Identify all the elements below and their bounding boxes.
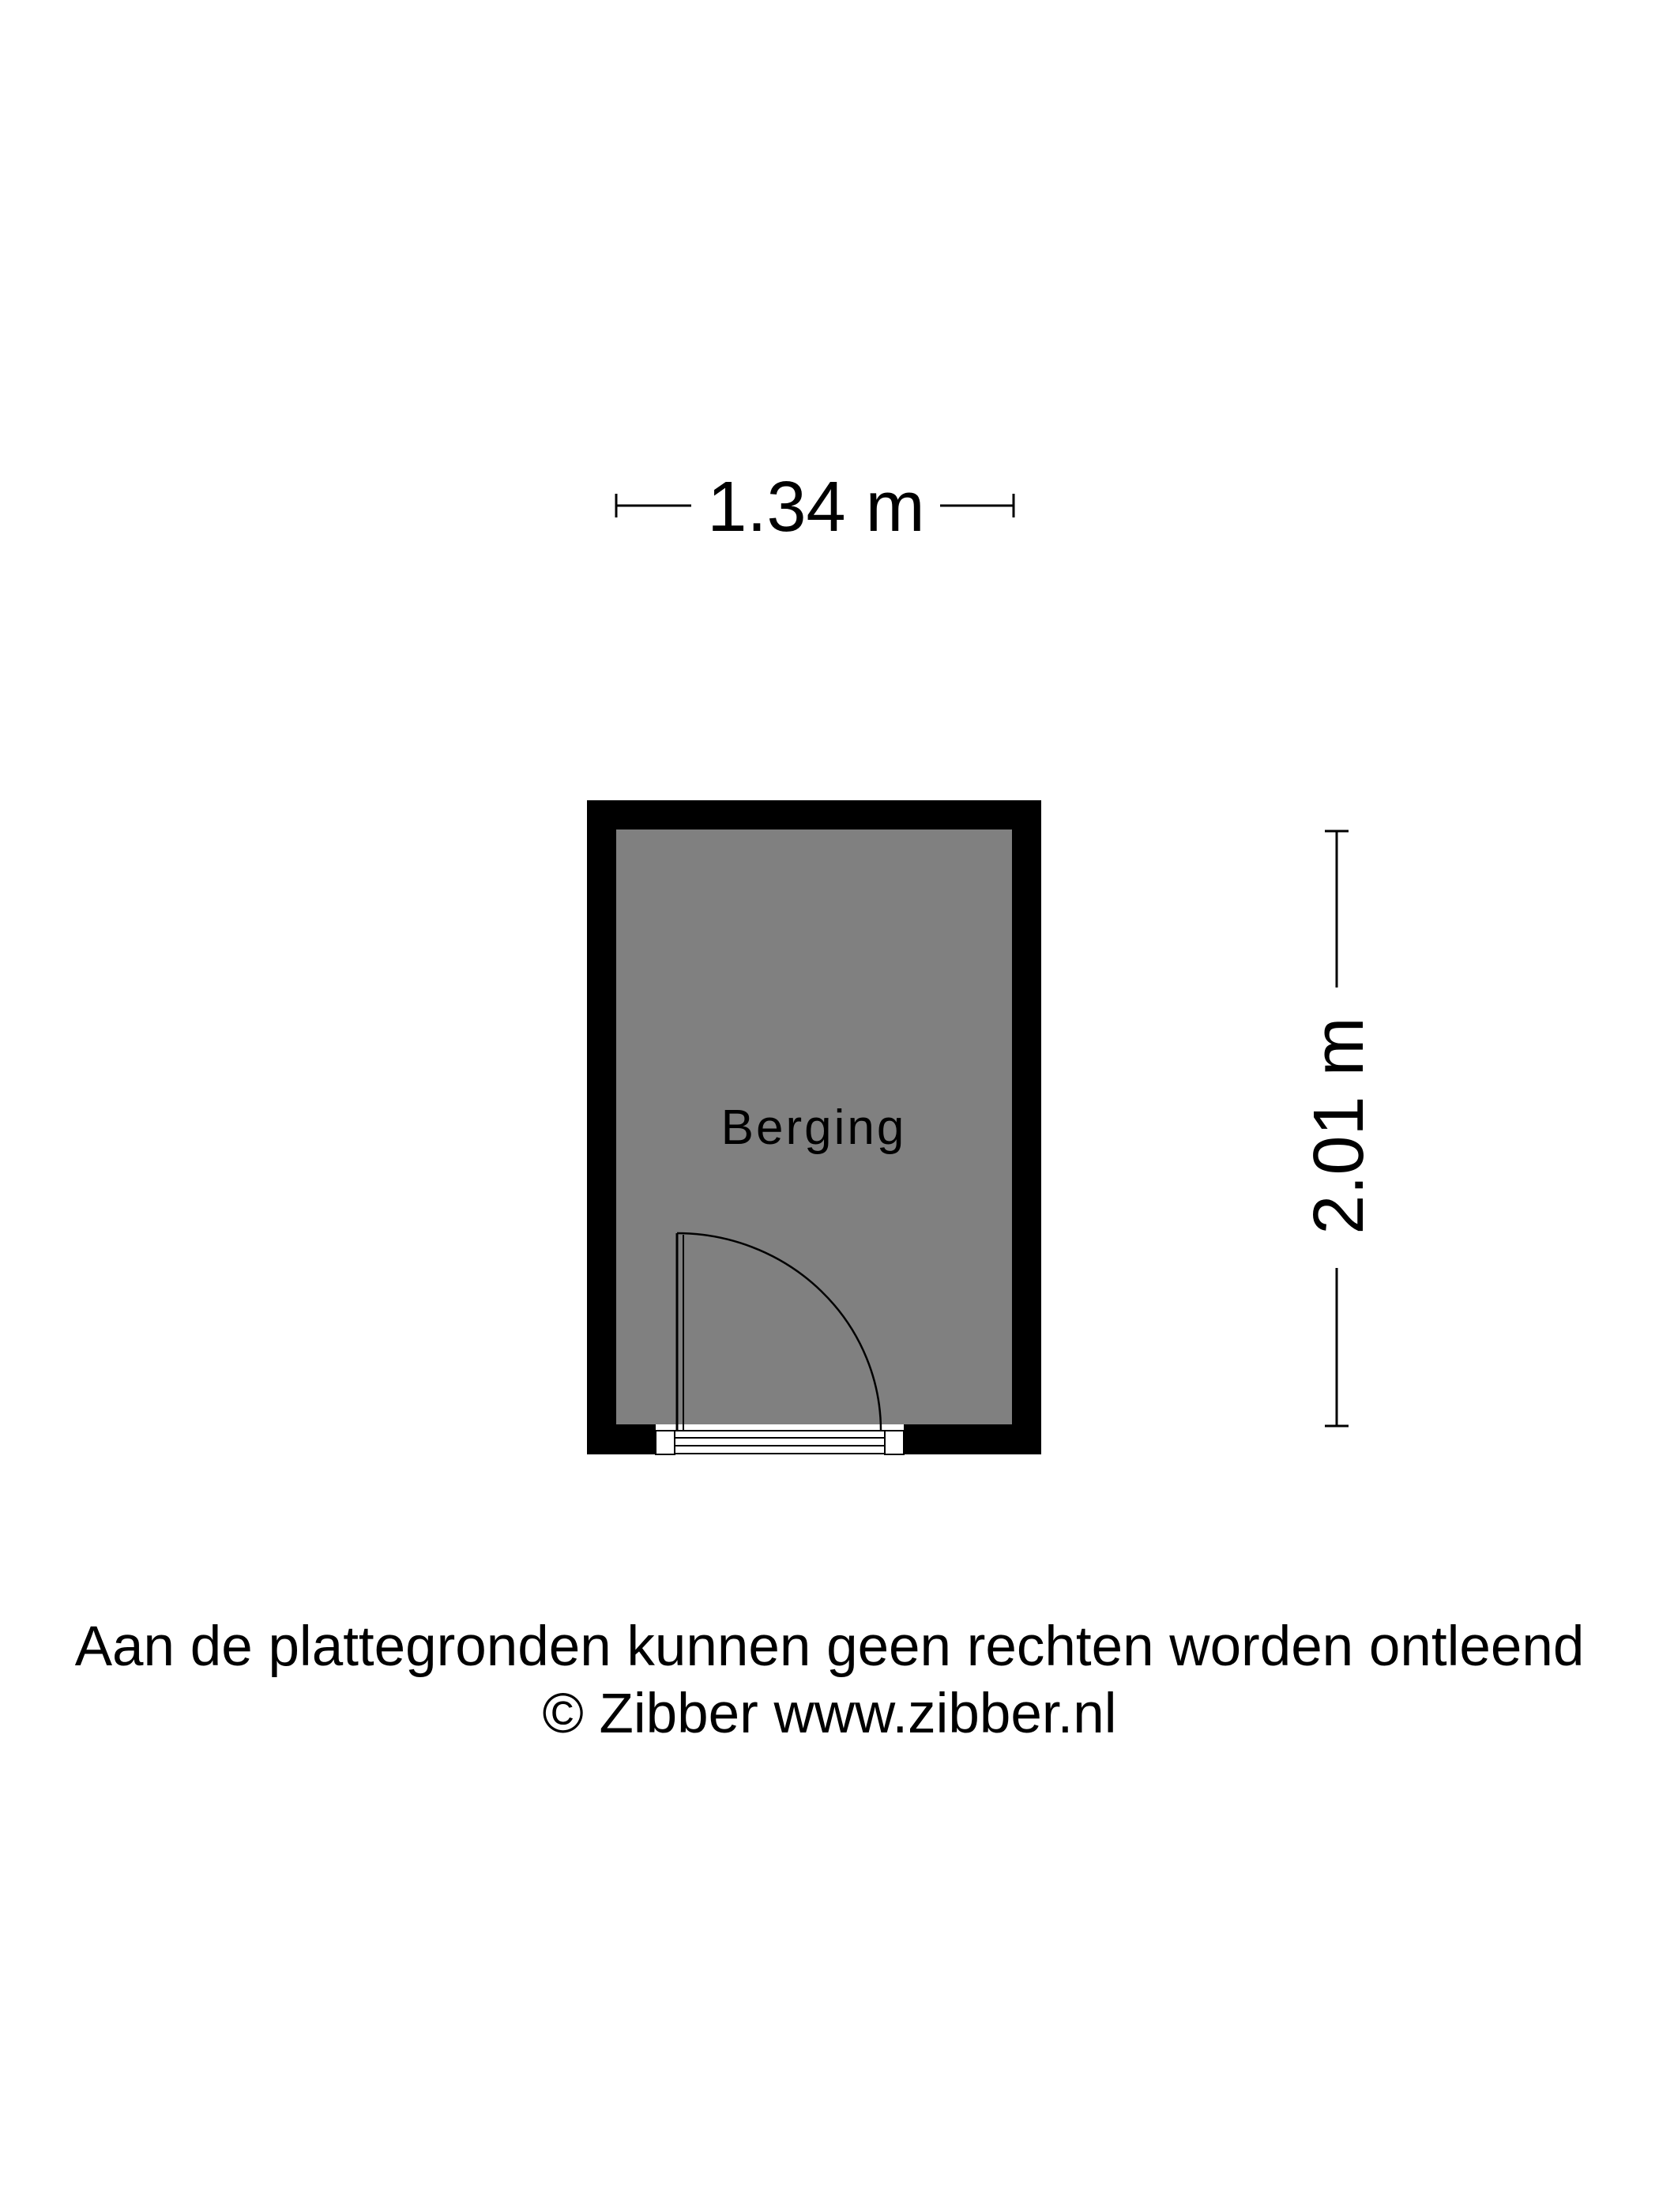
disclaimer-text: Aan de plattegronden kunnen geen rechten worden ontleend — [74, 1616, 1585, 1678]
depth-dimension-label: 2.01 m — [1300, 1017, 1379, 1235]
doorway — [656, 1424, 904, 1454]
depth-dimension — [1300, 831, 1379, 1426]
width-dimension — [616, 468, 1014, 547]
door-jamb-right — [885, 1431, 904, 1454]
copyright-text: © Zibber www.zibber.nl — [542, 1683, 1117, 1745]
width-dimension-label: 1.34 m — [707, 468, 925, 547]
door-jamb-left — [656, 1431, 675, 1454]
door-opening — [656, 1424, 904, 1454]
room-label: Berging — [720, 1100, 907, 1155]
